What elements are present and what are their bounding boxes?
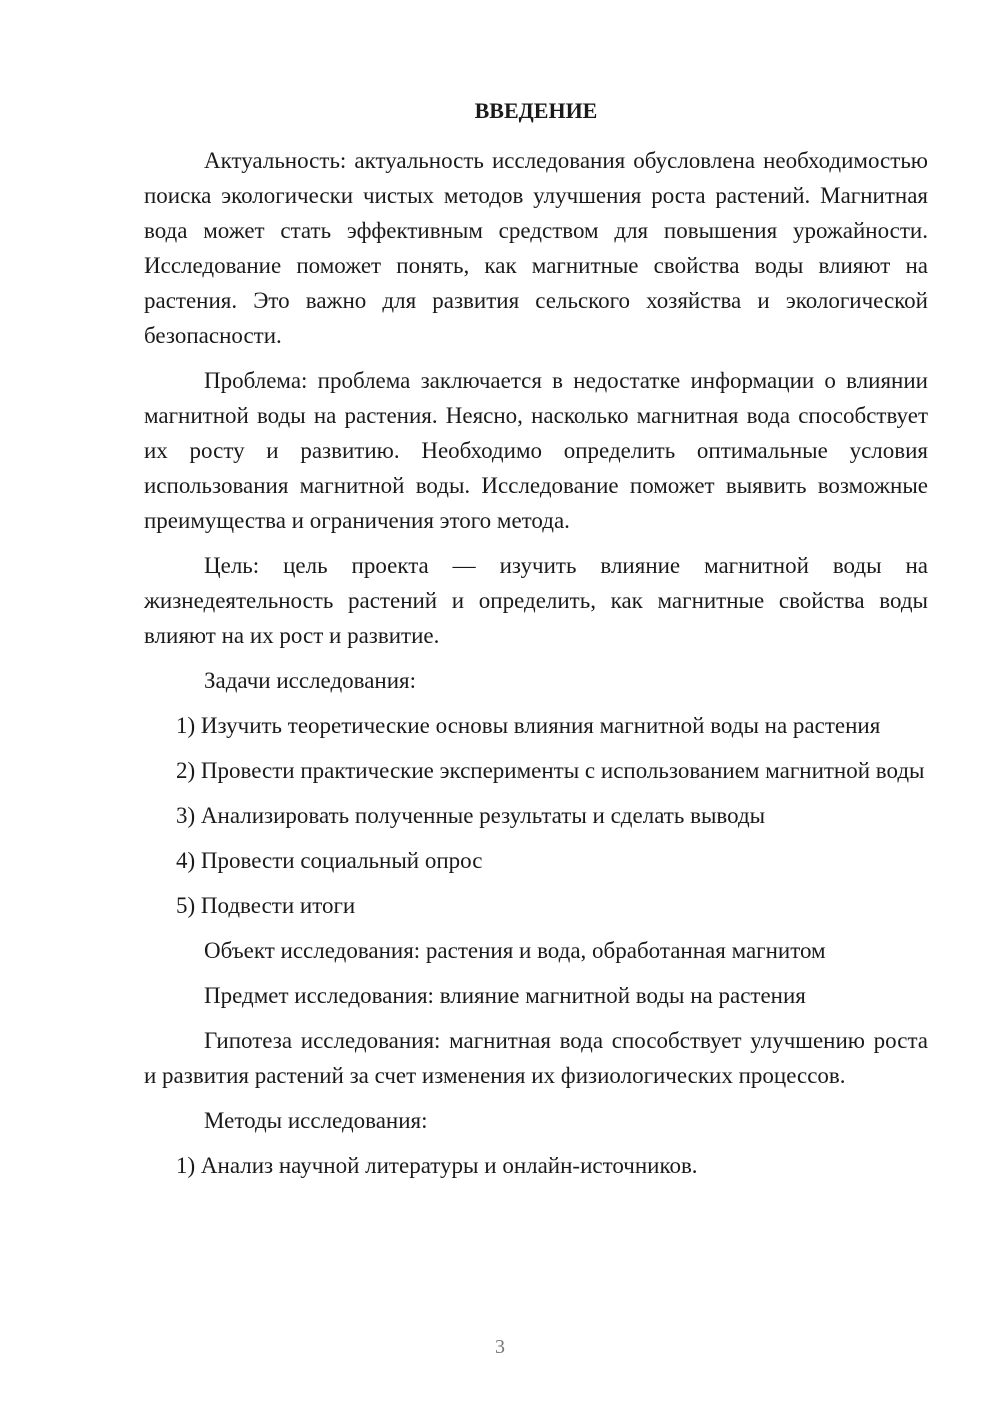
task-item: 2) Провести практические эксперименты с использованием магнитной воды — [176, 758, 925, 783]
page-number: 3 — [495, 1336, 505, 1358]
task-item: 4) Провести социальный опрос — [176, 848, 483, 873]
hypothesis-paragraph: Гипотеза исследования: магнитная вода способствует улучшению роста и развития растений за счет изменения их физиологических процессов. — [144, 1028, 928, 1088]
relevance-paragraph: Актуальность: актуальность исследования обусловлена необходимостью поиска экологически чистых методов улучшения роста растений. Магнитная вода может стать эффективным средством для повышения урожайности. Исследование поможет понять, как магнитные свойства воды влияют на растения. Это важно для развития сельского хозяйства и экологической безопасности. — [144, 148, 928, 348]
task-item: 3) Анализировать полученные результаты и сделать выводы — [176, 803, 766, 828]
object-paragraph: Объект исследования: растения и вода, обработанная магнитом — [204, 938, 826, 963]
methods-heading: Методы исследования: — [204, 1108, 428, 1133]
page-title: ВВЕДЕНИЕ — [474, 98, 598, 123]
method-item: 1) Анализ научной литературы и онлайн-источников. — [176, 1153, 698, 1178]
task-item: 1) Изучить теоретические основы влияния магнитной воды на растения — [176, 713, 881, 738]
goal-paragraph: Цель: цель проекта — изучить влияние магнитной воды на жизнедеятельность растений и определить, как магнитные свойства воды влияют на их рост и развитие. — [144, 553, 928, 648]
tasks-heading: Задачи исследования: — [204, 668, 417, 693]
subject-paragraph: Предмет исследования: влияние магнитной воды на растения — [204, 983, 806, 1008]
document-body — [144, 143, 928, 1193]
task-item: 5) Подвести итоги — [176, 893, 356, 918]
problem-paragraph: Проблема: проблема заключается в недостатке информации о влиянии магнитной воды на растения. Неясно, насколько магнитная вода способствует их росту и развитию. Необходимо определить оптимальные условия использования магнитной воды. Исследование поможет выявить возможные преимущества и ограничения этого метода. — [144, 368, 928, 533]
